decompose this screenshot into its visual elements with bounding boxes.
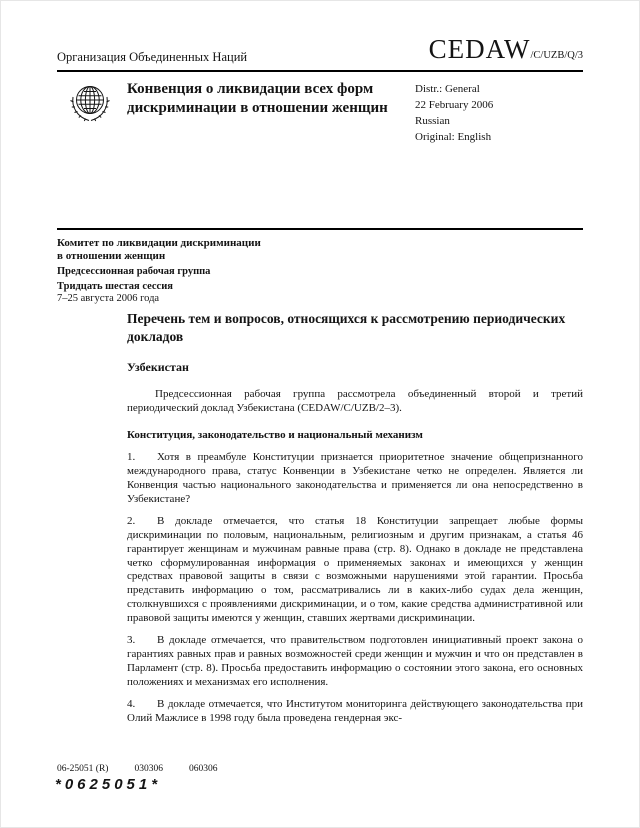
- paragraph-3-text: В докладе отмечается, что правительством подготовлен инициативный проект закона о гарантиях равных прав и равных возможностей среди женщин и мужчин и что он представлен в Парламент (стр. 8). Просьба предоставить информацию о состоянии этого закона, его основных положениях и механизмах его исполнения.: [127, 634, 583, 688]
- paragraph-1: [127, 451, 583, 506]
- org-name: Организация Объединенных Наций: [57, 50, 248, 64]
- convention-title: Конвенция о ликвидации всех форм дискриминации в отношении женщин: [127, 81, 388, 117]
- country-heading: Узбекистан: [127, 360, 189, 375]
- document-symbol-suffix: /C/UZB/Q/3: [530, 50, 583, 61]
- committee-name-line1: Комитет по ликвидации дискриминации: [57, 237, 261, 249]
- paragraph-4-text: В докладе отмечается, что Институтом мониторинга действующего законодательства при Олий Мажлисе в 1998 году была проведена гендерная экс-: [127, 698, 583, 725]
- paragraph-3: [127, 634, 583, 689]
- masthead-divider: [57, 228, 583, 230]
- footer-code-1: 030306: [134, 764, 163, 774]
- paragraph-2: [127, 515, 583, 625]
- header-divider: [57, 70, 583, 72]
- footer-reference: [57, 764, 217, 774]
- paragraph-3-number: 3.: [127, 634, 136, 647]
- original-language-line: Original: English: [415, 130, 492, 143]
- distr-line: Distr.: General: [415, 83, 480, 95]
- committee-name-line2: в отношении женщин: [57, 250, 166, 263]
- date-line: 22 February 2006: [415, 98, 494, 111]
- document-title: Перечень тем и вопросов, относящихся к рассмотрению периодических докладов: [127, 311, 566, 344]
- barcode-text: *0625051*: [55, 776, 162, 793]
- section-heading: Конституция, законодательство и национальный механизм: [127, 428, 423, 441]
- session-block: [57, 237, 261, 306]
- document-body: [127, 310, 583, 735]
- paragraph-2-text: В докладе отмечается, что статья 18 Конституции запрещает любые формы дискриминации по половым, национальным, религиозным и другим признакам, а статья 46 гарантирует женщинам и мужчинам равные права (стр. 8). Однако в докладе не представлена четко сформулированная информация о применяемых законах и имеющихся у женщин средствах правовой защиты в связи с возможными нарушениями этой гарантии. Просьба представить информацию о том, рассматривались ли в каких-либо судах дела женщин, столкнувшихся с проявлениями дискриминации, и о том, какие средства административной или правовой защиты имеются у женщин, ставших жертвами дискриминации.: [127, 515, 583, 624]
- distribution-block: [415, 82, 493, 146]
- document-symbol-main: CEDAW: [428, 34, 531, 64]
- intro-paragraph: Предсессионная рабочая группа рассмотрела объединенный второй и третий периодический доклад Узбекистана (CEDAW/C/UZB/2–3).: [127, 388, 583, 414]
- document-symbol: [429, 34, 583, 65]
- language-line: Russian: [415, 114, 450, 127]
- session-name: Тридцать шестая сессия: [57, 280, 173, 292]
- paragraph-4-number: 4.: [127, 698, 136, 711]
- session-dates: 7–25 августа 2006 года: [57, 293, 160, 305]
- paragraph-4: [127, 698, 583, 726]
- paragraph-1-text: Хотя в преамбуле Конституции признается приоритетное значение общепризнанного международного права, статус Конвенции в Узбекистане четко не определен. Является ли Конвенция частью национального законодательства и применяется ли она непосредственно в Узбекистане?: [127, 451, 583, 505]
- un-emblem-icon: [66, 80, 114, 128]
- footer-ref-number: 06-25051 (R): [57, 764, 109, 774]
- paragraph-1-number: 1.: [127, 451, 136, 464]
- paragraph-2-number: 2.: [127, 515, 136, 528]
- working-group-name: Предсессионная рабочая группа: [57, 265, 211, 277]
- footer-code-2: 060306: [188, 764, 218, 774]
